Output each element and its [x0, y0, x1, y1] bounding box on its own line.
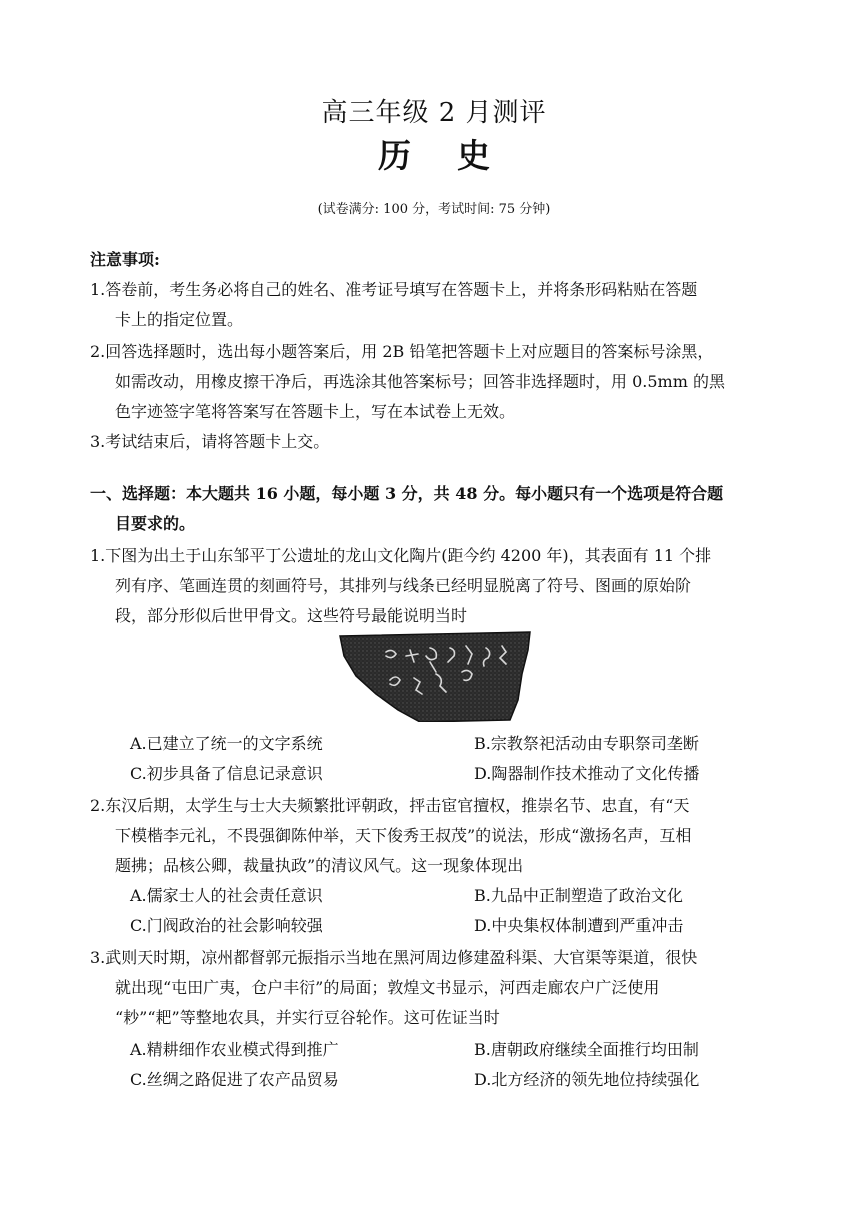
q1-option-a[interactable]: A.已建立了统一的文字系统 [130, 734, 323, 753]
question-1-line: 列有序、笔画连贯的刻画符号，其排列与线条已经明显脱离了符号、图画的原始阶 [115, 576, 692, 595]
exam-info: (试卷满分: 100 分，考试时间: 75 分钟) [317, 202, 551, 217]
note-line: 1.答卷前，考生务必将自己的姓名、准考证号填写在答题卡上，并将条形码粘贴在答题 [90, 280, 698, 299]
notes-heading: 注意事项: [90, 250, 160, 269]
q3-option-d[interactable]: D.北方经济的领先地位持续强化 [474, 1070, 700, 1089]
note-line: 色字迹签字笔将答案写在答题卡上，写在本试卷上无效。 [115, 402, 516, 421]
q1-option-c[interactable]: C.初步具备了信息记录意识 [130, 764, 323, 783]
question-1-line: 段，部分形似后世甲骨文。这些符号最能说明当时 [115, 606, 468, 625]
q3-option-b[interactable]: B.唐朝政府继续全面推行均田制 [474, 1040, 699, 1059]
q2-option-d[interactable]: D.中央集权体制遭到严重冲击 [474, 916, 684, 935]
q2-option-a[interactable]: A.儒家士人的社会责任意识 [130, 886, 323, 905]
q1-option-d[interactable]: D.陶器制作技术推动了文化传播 [474, 764, 700, 783]
note-line: 如需改动，用橡皮擦干净后，再选涂其他答案标号；回答非选择题时，用 0.5mm 的黑 [115, 372, 725, 391]
q2-option-b[interactable]: B.九品中正制塑造了政治文化 [474, 886, 683, 905]
question-3-line: 就出现“屯田广夷，仓户丰衍”的局面；敦煌文书显示，河西走廊农户广泛使用 [115, 978, 660, 997]
question-2-line: 下模楷李元礼，不畏强御陈仲举，天下俊秀王叔茂”的说法，形成“激扬名声，互相 [115, 826, 692, 845]
pottery-shard-image [338, 630, 533, 722]
question-2-line: 题拂；品核公卿，裁量执政”的清议风气。这一现象体现出 [115, 856, 524, 875]
question-2-line: 2.东汉后期，太学生与士大夫频繁批评朝政，抨击宦官擅权，推崇名节、忠直，有“天 [90, 796, 690, 815]
note-line: 卡上的指定位置。 [115, 310, 244, 329]
question-1-line: 1.下图为出土于山东邹平丁公遗址的龙山文化陶片(距今约 4200 年)，其表面有 11 个排 [90, 546, 712, 565]
q2-option-c[interactable]: C.门阀政治的社会影响较强 [130, 916, 323, 935]
q3-option-a[interactable]: A.精耕细作农业模式得到推广 [130, 1040, 339, 1059]
q3-option-c[interactable]: C.丝绸之路促进了农产品贸易 [130, 1070, 339, 1089]
subject-title: 历史 [378, 136, 536, 175]
exam-title: 高三年级 2 月测评 [321, 98, 547, 128]
section-heading: 一、选择题：本大题共 16 小题，每小题 3 分，共 48 分。每小题只有一个选项是符合题 [90, 484, 724, 503]
note-line: 2.回答选择题时，选出每小题答案后，用 2B 铅笔把答题卡上对应题目的答案标号涂黑， [90, 342, 714, 361]
section-heading-cont: 目要求的。 [115, 514, 196, 533]
question-3-line: 3.武则天时期，凉州都督郭元振指示当地在黑河周边修建盈科渠、大官渠等渠道，很快 [90, 948, 698, 967]
q1-option-b[interactable]: B.宗教祭祀活动由专职祭司垄断 [474, 734, 699, 753]
question-3-line: “耖”“耙”等整地农具，并实行豆谷轮作。这可佐证当时 [115, 1008, 500, 1027]
note-line: 3.考试结束后，请将答题卡上交。 [90, 432, 330, 451]
